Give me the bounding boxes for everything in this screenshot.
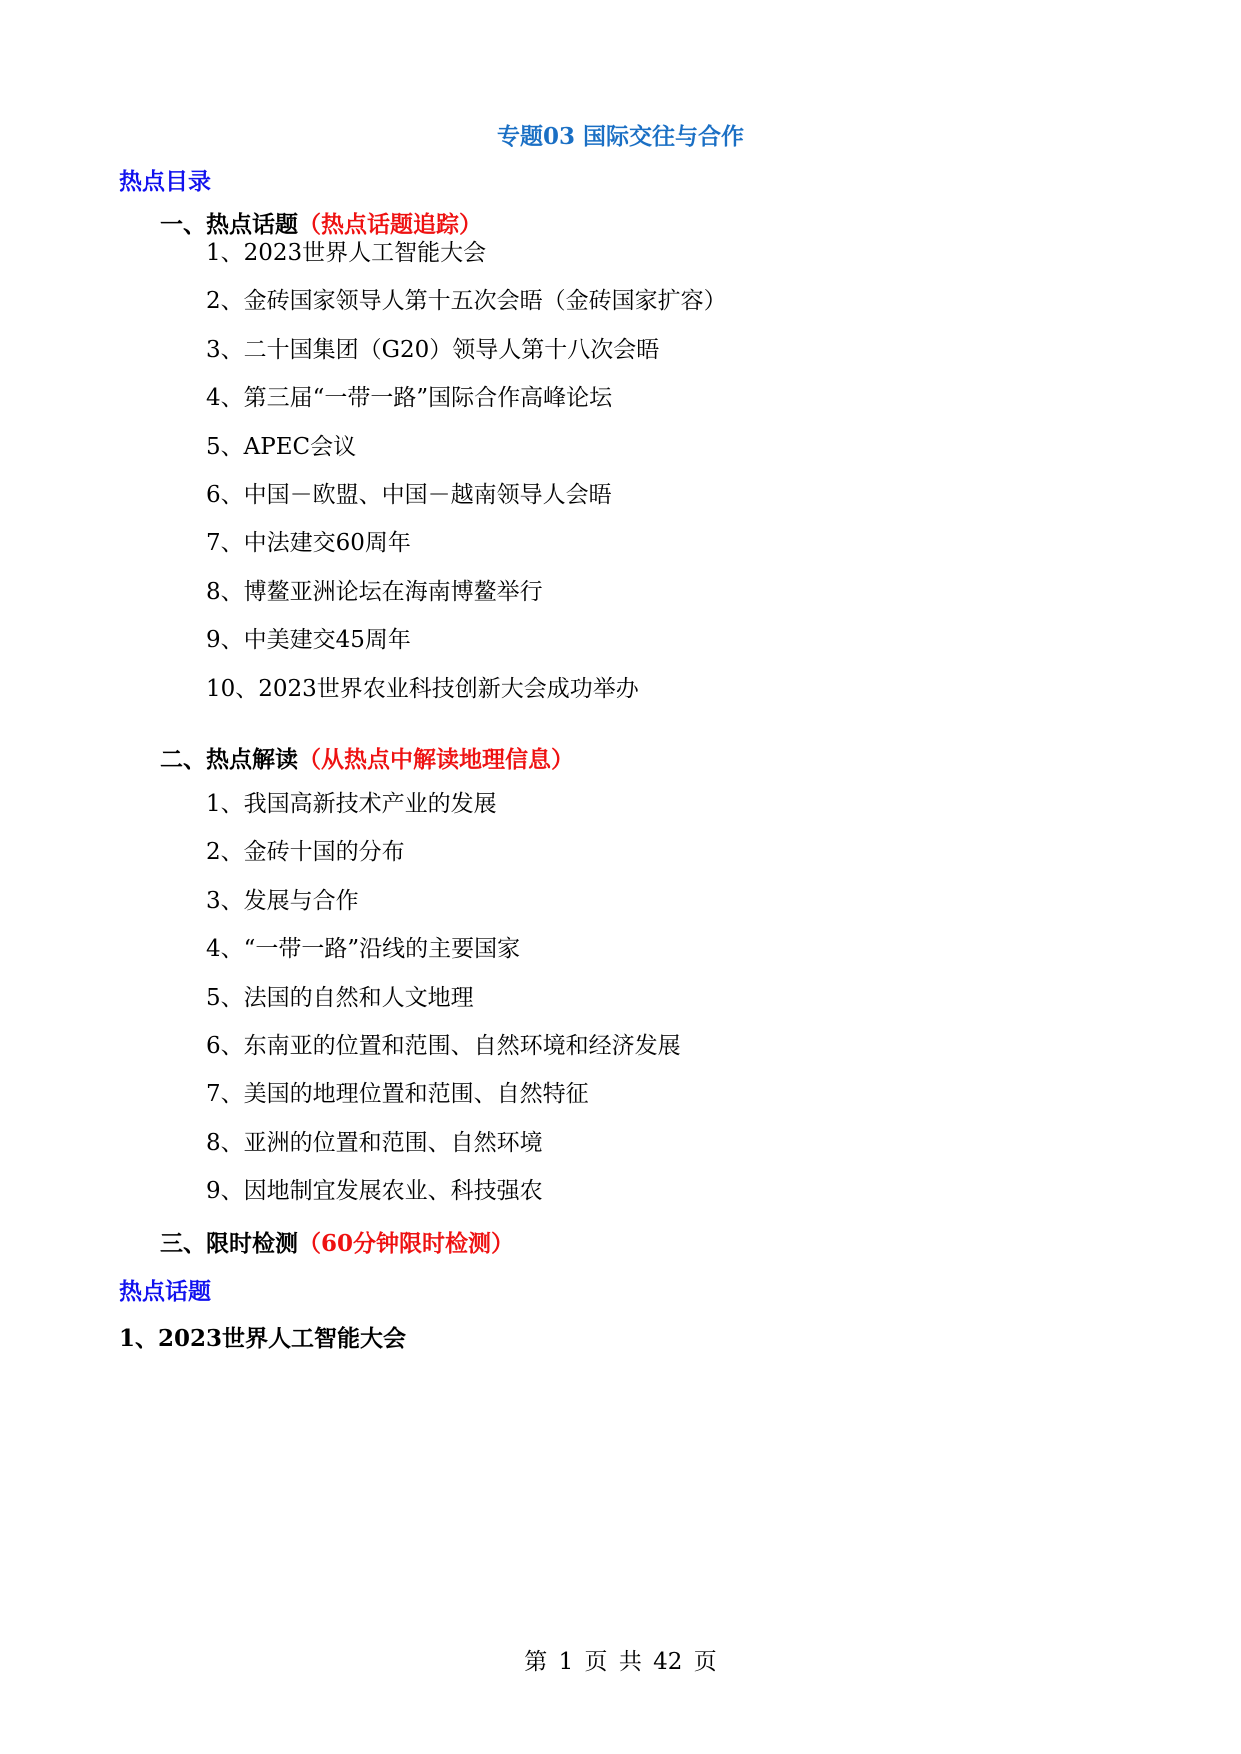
list-item: 8、亚洲的位置和范围、自然环境 [206,1129,543,1156]
list-item: 8、博鳌亚洲论坛在海南博鳌举行 [206,578,543,605]
section-label: 二、热点解读 [160,746,298,773]
list-item: 2、金砖国家领导人第十五次会晤（金砖国家扩容） [206,288,727,315]
list-item: 5、APEC会议 [206,433,357,460]
section-heading-3 [160,1225,514,1258]
list-item: 7、中法建交60周年 [206,530,411,557]
section-label: 一、热点话题 [160,211,298,238]
list-item: 2、金砖十国的分布 [206,839,405,866]
list-item: 6、中国－欧盟、中国－越南领导人会晤 [206,481,612,508]
section-label: 三、限时检测 [160,1230,298,1257]
list-item: 6、东南亚的位置和范围、自然环境和经济发展 [206,1032,681,1059]
list-item: 9、中美建交45周年 [206,627,411,654]
toc-heading: 热点目录 [119,168,211,195]
list-item: 1、我国高新技术产业的发展 [206,791,497,817]
document-title: 专题03 国际交往与合作 [496,123,744,150]
page-footer: 第 1 页 共 42 页 [524,1649,717,1675]
list-item: 1、2023世界人工智能大会 [206,240,487,266]
list-item: 3、发展与合作 [206,887,359,914]
section-heading-2 [160,741,574,774]
toc-list-1 [206,229,727,713]
list-item: 4、“一带一路”沿线的主要国家 [206,936,521,963]
list-item: 10、2023世界农业科技创新大会成功举办 [206,675,639,702]
list-item: 5、法国的自然和人文地理 [206,984,474,1011]
list-item: 7、美国的地理位置和范围、自然特征 [206,1081,589,1108]
section-note: （60分钟限时检测） [298,1230,515,1257]
list-item: 9、因地制宜发展农业、科技强农 [206,1178,543,1205]
section-note: （从热点中解读地理信息） [298,746,574,773]
list-item: 4、第三届“一带一路”国际合作高峰论坛 [206,385,613,412]
toc-list-2 [206,780,681,1216]
section-note: （热点话题追踪） [298,211,482,238]
list-item: 3、二十国集团（G20）领导人第十八次会晤 [206,336,660,363]
body-heading: 热点话题 [119,1278,211,1305]
body-first-item: 1、2023世界人工智能大会 [119,1325,407,1352]
